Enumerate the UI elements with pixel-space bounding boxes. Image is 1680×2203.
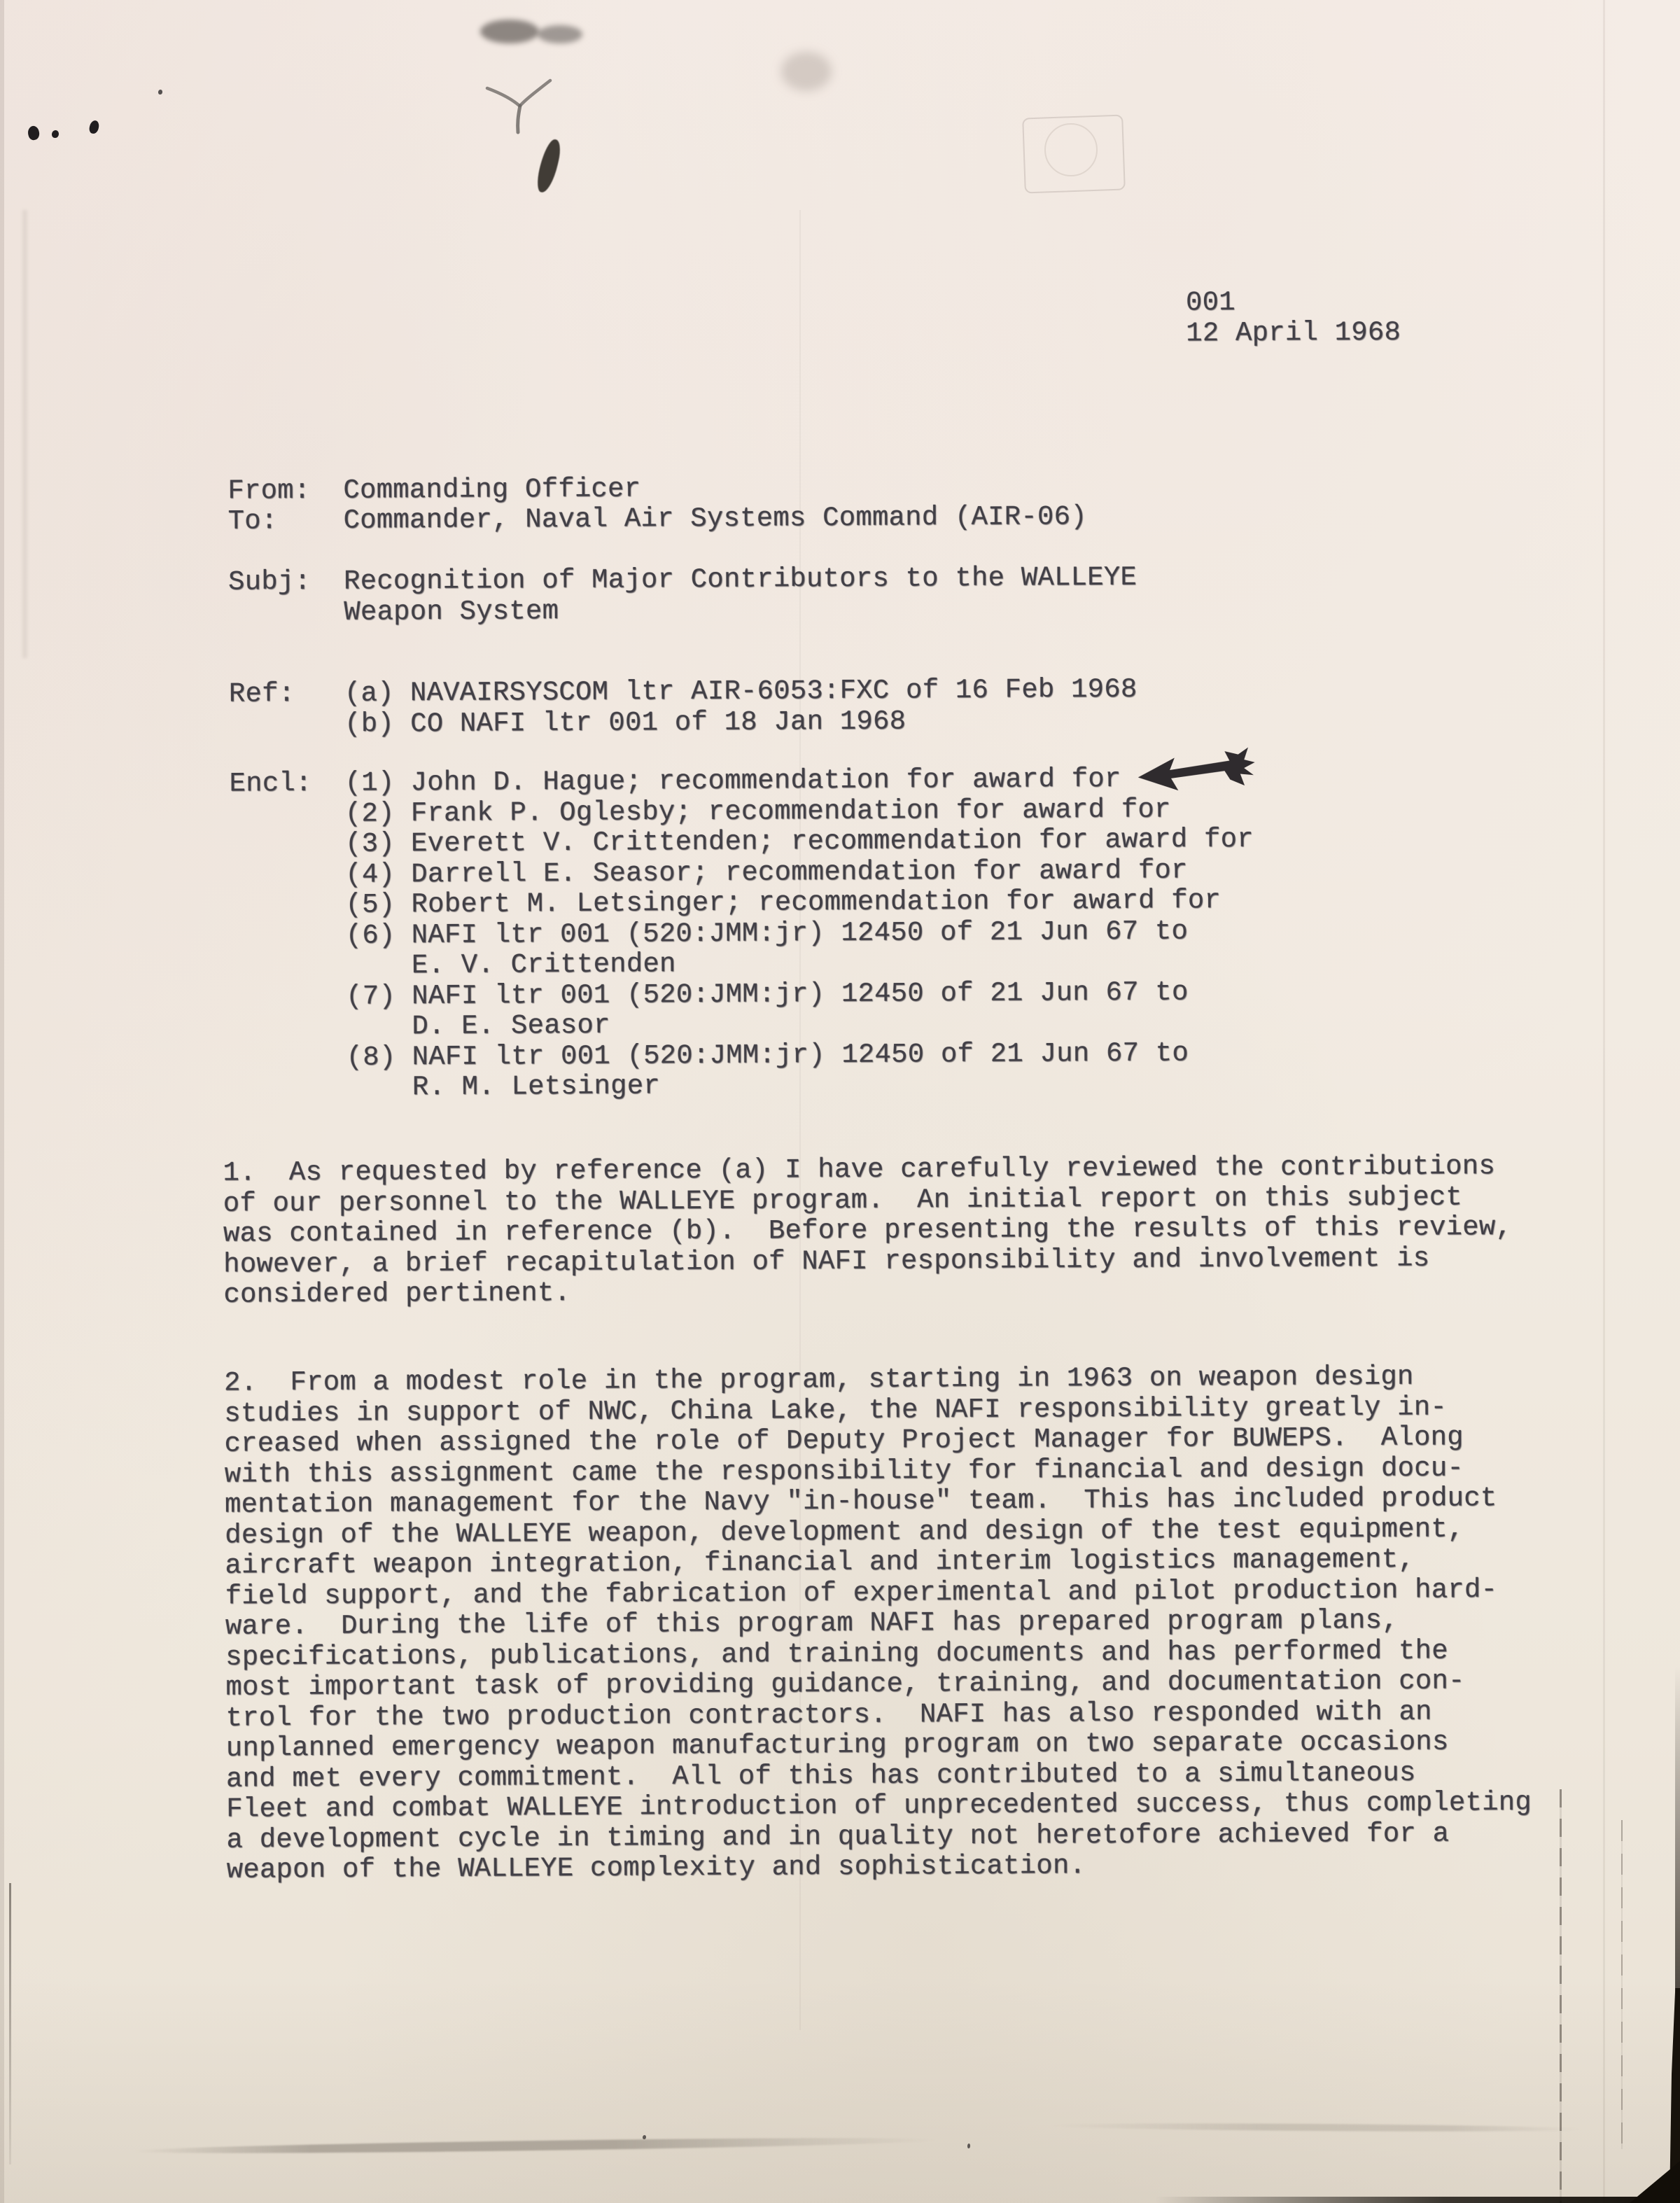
to-label: To: bbox=[227, 505, 278, 537]
paragraph-2: 2. From a modest role in the program, starting in 1963 on weapon design studies in support of NWC, China Lake, the NAFI responsibility greatly in- creased when assigned the role of Deputy Project Manager for BUWEPS. Along with this assignment came the responsibility for financial and design docu- mentation management for the Navy "in-house" team. This has included product design of the WALLEYE weapon, development and design of the test equipment, aircraft weapon integration, financial and interim logistics management, field support, and the fabrication of experimental and pilot production hard- ware. During the life of this program NAFI has prepared program plans, specifications, publications, and training documents and has performed the most important task of providing guidance, training, and documentation con- trol for the two production contractors. NAFI has also responded with an unplanned emergency weapon manufacturing program on two separate occasions and met every commitment. All of this has contributed to a simultaneous Fleet and combat WALLEYE introduction of unprecedented success, thus completing a development cycle in timing and in quality not heretofore achieved for a weapon of the WALLEYE complexity and sophistication. bbox=[223, 1361, 1532, 1886]
corner-id-block bbox=[1186, 287, 1401, 349]
enclosure-number: (1) bbox=[344, 767, 395, 799]
enclosure-number: (8) bbox=[346, 1041, 396, 1073]
handdrawn-left-arrow-icon bbox=[1132, 746, 1258, 801]
reference-number: (b) bbox=[344, 708, 395, 740]
letter-date: 12 April 1968 bbox=[1186, 316, 1401, 349]
from-label: From: bbox=[227, 475, 311, 507]
enclosure-item bbox=[346, 916, 1254, 981]
enclosure-text: Robert M. Letsinger; recommendation for award for bbox=[411, 885, 1222, 921]
enclosure-number: (4) bbox=[345, 858, 396, 890]
enclosure-text: Frank P. Oglesby; recommendation for award for bbox=[410, 794, 1171, 829]
enclosure-item bbox=[346, 1037, 1255, 1103]
enclosure-text: John D. Hague; recommendation for award for bbox=[410, 763, 1121, 799]
from-field bbox=[227, 474, 640, 507]
enclosure-item bbox=[344, 764, 1253, 799]
to-value: Commander, Naval Air Systems Command (AIR-06) bbox=[343, 501, 1087, 536]
encl-list bbox=[344, 764, 1254, 1103]
subject-label: Subj: bbox=[227, 566, 312, 598]
subject-field bbox=[228, 563, 1137, 629]
enclosure-text: NAFI ltr 001 (520:JMM:jr) 12450 of 21 Jun 67 to D. E. Seasor bbox=[412, 976, 1189, 1042]
reference-text: NAVAIRSYSCOM ltr AIR-6053:FXC of 16 Feb 1968 bbox=[410, 673, 1138, 709]
enclosure-number: (2) bbox=[344, 797, 395, 830]
enclosure-number: (6) bbox=[345, 919, 396, 951]
enclosure-number: (3) bbox=[344, 828, 395, 860]
serial-number: 001 bbox=[1185, 287, 1236, 319]
reference-item bbox=[344, 705, 1138, 739]
ink-speck bbox=[52, 130, 59, 138]
enclosure-item bbox=[345, 825, 1254, 860]
ref-list bbox=[344, 675, 1138, 740]
enclosure-text: Darrell E. Seasor; recommendation for award for bbox=[411, 854, 1188, 890]
enclosure-number: (7) bbox=[346, 980, 396, 1012]
reference-number: (a) bbox=[344, 678, 394, 709]
enclosure-text: Everett V. Crittenden; recommendation for award for bbox=[410, 823, 1254, 860]
enclosure-text: NAFI ltr 001 (520:JMM:jr) 12450 of 21 Jun 67 to E. V. Crittenden bbox=[411, 915, 1189, 981]
enclosure-item bbox=[346, 977, 1254, 1042]
encl-label: Encl: bbox=[229, 767, 312, 799]
ink-speck bbox=[158, 90, 162, 95]
from-value: Commanding Officer bbox=[343, 473, 641, 506]
to-field bbox=[228, 502, 1087, 537]
ink-speck bbox=[643, 2135, 646, 2139]
enclosure-item bbox=[345, 886, 1254, 921]
reference-text: CO NAFI ltr 001 of 18 Jan 1968 bbox=[410, 705, 906, 739]
reference-item bbox=[344, 675, 1138, 709]
enclosure-text: NAFI ltr 001 (520:JMM:jr) 12450 of 21 Jun 67 to R. M. Letsinger bbox=[412, 1037, 1189, 1103]
paragraph-1: 1. As requested by reference (a) I have carefully reviewed the contributions of our personnel to the WALLEYE program. An initial report on this subject was contained in reference (b). Before presenting the results of this review, however, a brief recapitulation of NAFI responsibility and involvement is considered pertinent. bbox=[223, 1151, 1513, 1310]
ref-field bbox=[229, 675, 1138, 741]
subject-value: Recognition of Major Contributors to the WALLEYE Weapon System bbox=[343, 561, 1138, 628]
enclosure-number: (5) bbox=[345, 889, 396, 921]
ref-label: Ref: bbox=[228, 678, 295, 710]
encl-field bbox=[230, 764, 1255, 1104]
ink-speck bbox=[967, 2143, 970, 2148]
